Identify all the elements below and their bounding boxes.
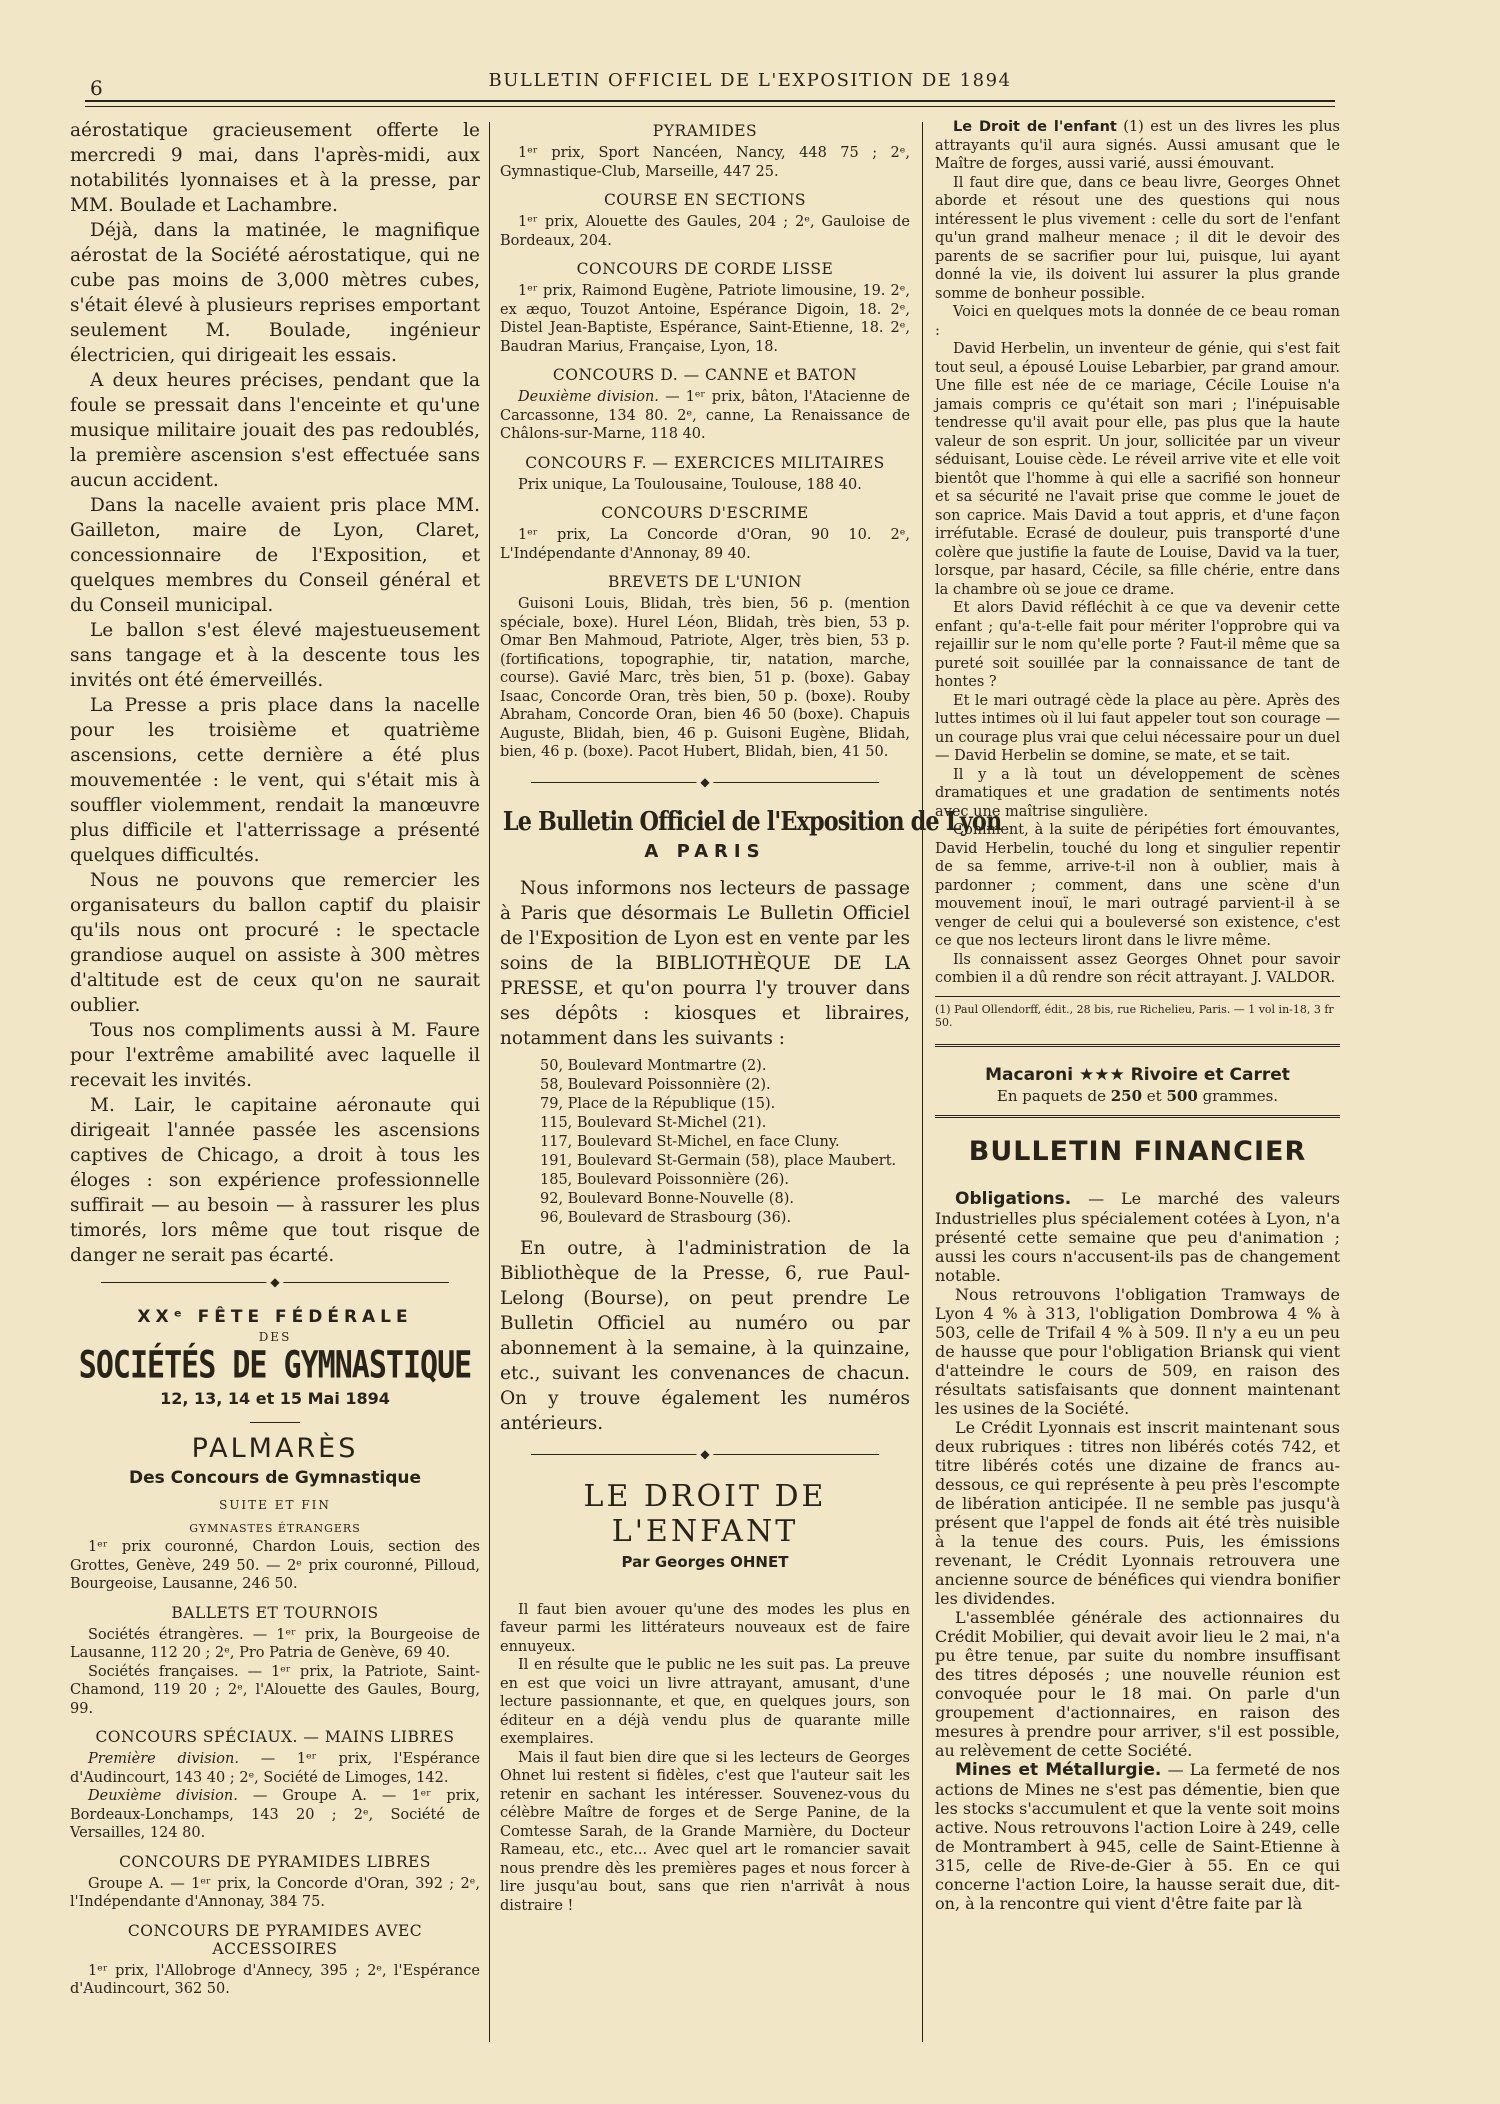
paragraph [935,1189,1340,1285]
diamond-icon: ◆ [266,1275,283,1289]
division-label: Deuxième division. [518,389,659,405]
column-1 [70,118,480,2068]
section-heading: CONCOURS F. — EXERCICES MILITAIRES [525,453,885,472]
results-detail: — 1ᵉʳ prix, l'Espérance d'Audincourt, 143 40 ; 2ᵉ, Société de Limoges, 142. [70,1751,480,1786]
division-label: Première division. [88,1751,239,1767]
section-heading: CONCOURS DE PYRAMIDES LIBRES [119,1852,431,1871]
short-rule [250,1422,300,1423]
paragraph [935,118,1340,174]
paragraph: La Presse a pris place dans la nacelle pour les troisième et quatrième ascensions, cette dernière a été plus mouvementée : le vent, qui s'était mis à souffler violemment, rendait la manœuvre plus difficile et l'atterrissage a présenté quelques difficultés. [70,695,480,866]
address-item: 117, Boulevard St-Michel, en face Cluny. [540,1133,840,1150]
diamond-icon: ◆ [696,1447,713,1461]
results-text: 1ᵉʳ prix, Raimond Eugène, Patriote limousine, 19. 2ᵉ, ex æquo, Touzot Antoine, Espérance Digoin, 18. 2ᵉ, Distel Jean-Baptiste, Espérance, Saint-Etienne, 18. 2ᵉ, Baudran Marius, Française, Lyon, 18. [500,283,910,355]
advert-quantity: 250 [1110,1086,1143,1105]
address-item: 191, Boulevard St-Germain (58), place Maubert. [540,1152,897,1169]
paragraph-lead: Le Droit de l'enfant [953,119,1117,135]
signature: J. VALDOR. [1252,970,1336,986]
ornament-rule [531,774,880,793]
palmares-heading: PALMARÈS [191,1433,359,1464]
section-heading: BREVETS DE L'UNION [607,573,802,591]
divider [935,1115,1340,1118]
advert-subtitle [935,1087,1340,1105]
paragraph [935,1760,1340,1913]
address-item: 79, Place de la République (15). [540,1095,776,1112]
paragraph-text: — La fermeté de nos actions de Mines ne s'est pas démentie, bien que les stocks s'accumulent et que la vente soit moins active. Nous retrouvons l'action Loire à 249, celle de Montrambert à 945, celle de Saint-Etienne à 315, celle de Rive-de-Gier à 55. En ce qui concerne l'action Loire, la hausse serait due, dit-on, à la rencontre qui vient d'être faite par là [935,1759,1340,1913]
section-heading: BALLETS ET TOURNOIS [171,1603,379,1622]
results-detail: — Groupe A. — 1ᵉʳ prix, Bordeaux-Lonchamps, 143 20 ; 2ᵉ, Société de Versailles, 124 80. [70,1788,480,1841]
concours-subheading: Des Concours de Gymnastique [128,1468,422,1488]
results-text: 1ᵉʳ prix, Alouette des Gaules, 204 ; 2ᵉ, Gauloise de Bordeaux, 204. [500,214,910,249]
results-text: 1ᵉʳ prix, l'Allobroge d'Annecy, 395 ; 2ᵉ, l'Espérance d'Audincourt, 362 50. [70,1962,480,1997]
paragraph-text: (1) est un des livres les plus attrayants qu'il aura signés. Aussi amusant que le Maître de forges, aussi varié, aussi émouvant. [935,119,1340,172]
divider [935,1044,1340,1047]
fete-dates: 12, 13, 14 et 15 Mai 1894 [160,1389,390,1408]
section-heading: CONCOURS D'ESCRIME [601,504,809,522]
paragraph: Et le mari outragé cède la place au père. Après des luttes intimes où il lui faut appeler tout son courage — un courage plus vrai que celui nécessaire pour un duel — David Herbelin se domine, se mate, et se tait. [935,692,1340,764]
paragraph: aérostatique gracieusement offerte le mercredi 9 mai, dans l'après-midi, aux notabilités lyonnaises et à la presse, par MM. Boulade et Lachambre. [70,120,480,216]
advert-text: et [1142,1086,1167,1105]
division-label: Deuxième division. [88,1788,238,1804]
section-heading: CONCOURS SPÉCIAUX. — MAINS LIBRES [95,1728,455,1746]
paragraph-lead: Mines et Métallurgie. [955,1759,1162,1780]
bulletin-lyon-title: Le Bulletin Officiel de l'Exposition de Lyon [502,806,1002,837]
paragraph: Nous informons nos lecteurs de passage à Paris que désormais Le Bulletin Officiel de l'Exposition de Lyon est en vente par les soins de la BIBLIOTHÈQUE DE LA PRESSE, et qu'on pourra l'y trouver dans ses dépôts : kiosques et libraires, notamment dans les suivants : [500,877,910,1049]
advert-quantity: 500 [1166,1086,1198,1105]
des-label: DES [258,1330,292,1344]
paragraph: Voici en quelques mots la donnée de ce beau roman : [935,304,1340,339]
paragraph: Tous nos compliments aussi à M. Faure pour l'extrême amabilité avec laquelle il recevait les invités. [70,1020,480,1091]
advert-text: grammes. [1197,1086,1279,1105]
results-text [500,388,910,444]
results-text: Prix unique, La Toulousaine, Toulouse, 188 40. [518,476,862,493]
column-divider [922,122,923,2042]
address-item: 50, Boulevard Montmartre (2). [540,1057,767,1074]
paragraph: Il en résulte que le public ne les suit pas. La preuve en est que voici un livre attrayant, amusant, d'une lecture passionnante, et que, en quelques jours, son éditeur en a déjà vendu plus de quarante mille exemplaires. [500,1657,910,1747]
paragraph: Comment, à la suite de péripéties fort émouvantes, David Herbelin, touché du long et singulier repentir de sa femme, arrive-t-il non à oublier, mais à pardonner ; comment, dans une scène d'un mouvement inouï, le mari outragé parvient-il à se venger de celui qui a bouleversé son existence, c'est ce que nos lecteurs liront dans le livre même. [935,822,1340,949]
address-item: 92, Boulevard Bonne-Nouvelle (8). [540,1190,794,1207]
results-detail: — 1ᵉʳ prix, bâton, l'Atacienne de Carcassonne, 134 80. 2ᵉ, canne, La Renaissance de Châlons-sur-Marne, 118 40. [500,389,910,442]
results-text: Guisoni Louis, Blidah, très bien, 56 p. (mention spéciale, boxe). Hurel Léon, Blidah, très bien, 53 p. Omar Ben Mahmoud, Patriote, Alger, très bien, 53 p. (fortifications, topographie, tir, natation, marche, course). Gavié Marc, très bien, 51 p. (boxe). Gabay Isaac, Concorde Oran, très bien, 50 p. (boxe). Rouby Abraham, Concorde Oran, bien 46 50 (boxe). Chapuis Auguste, Blidah, bien, 46 p. Guisoni Eugène, Blidah, bien, 46 p. (boxe). Pacot Hubert, Blidah, bien, 41 50. [500,596,910,760]
paragraph: Il faut bien avouer qu'une des modes les plus en faveur parmi les littérateurs nouveaux est de faire ennuyeux. [500,1601,910,1655]
paragraph: Il y a là tout un développement de scènes dramatiques et une gradation de sentiments notés avec une maîtrise singulière. [935,766,1340,820]
results-text [70,1787,480,1843]
section-heading: PYRAMIDES [652,122,758,140]
paragraph: Dans la nacelle avaient pris place MM. Gailleton, maire de Lyon, Claret, concessionnaire de l'Exposition, et quelques membres du Conseil général et du Conseil municipal. [70,495,480,616]
results-text: 1ᵉʳ prix couronné, Chardon Louis, section des Grottes, Genève, 249 50. — 2ᵉ prix couronné, Pilloud, Bourgeoise, Lausanne, 246 50. [70,1539,480,1592]
paragraph: Nous ne pouvons que remercier les organisateurs du ballon captif du plaisir qu'ils nous ont procuré : le spectacle grandiose auquel on assiste à 300 mètres d'altitude est de ceux qu'on ne saurait oublier. [70,870,480,1016]
address-item: 185, Boulevard Poissonnière (26). [540,1171,790,1188]
section-title: BULLETIN FINANCIER [968,1135,1307,1167]
column-3 [935,118,1340,2068]
diamond-icon: ◆ [696,775,713,789]
ornament-rule [531,1446,880,1465]
article-title: LE DROIT DE L'ENFANT [583,1478,827,1549]
page-number: 6 [90,76,103,100]
paragraph: Il faut dire que, dans ce beau livre, Georges Ohnet aborde et résout une des questions qui nous intéressent le plus vivement : celle du sort de l'enfant qu'un grand malheur menace ; il dit le devoir des parents de se sacrifier pour lui, puisque, lui ayant donné la vie, ils doivent lui assurer la plus grande somme de bonheur possible. [935,174,1340,302]
results-text: 1ᵉʳ prix, La Concorde d'Oran, 90 10. 2ᵉ, L'Indépendante d'Annonay, 89 40. [500,527,910,562]
paragraph: L'assemblée générale des actionnaires du Crédit Mobilier, qui devait avoir lieu le 2 mai, n'a pu être tenue, par suite du nombre insuffisant des titres déposés ; une nouvelle réunion est convoquée pour le 18 mai. On parle d'un groupement d'actionnaires, en raison des mesures à prendre pour arriver, s'il est possible, au relèvement de cette Société. [935,1607,1340,1760]
paragraph: Nous retrouvons l'obligation Tramways de Lyon 4 % à 313, l'obligation Dombrowa 4 % à 503, celle de Trifail 4 % à 509. Il n'y a eu un peu de hausse que pour l'obligation Briansk qui vient d'atteindre le cours de 509, en raison des résultats satisfaisants que donnent maintenant les usines de la Société. [935,1284,1340,1418]
paragraph: Le Crédit Lyonnais est inscrit maintenant sous deux rubriques : titres non libérés cotés 742, et titre libérés cotés une dizaine de francs au-dessous, ce qui représente à peu près l'escompte de libération anticipée. Il ne semble pas jusqu'à présent que l'appel de fonds ait été très nuisible à la tenue des cours. Puis, les émissions revenant, le Crédit Lyonnais retrouvera une ancienne source de bénéfices qui viendra bonifier les dividendes. [935,1417,1340,1608]
advert-title: Macaroni ★★★ Rivoire et Carret [985,1064,1290,1085]
suite-label: SUITE ET FIN [219,1498,331,1512]
paragraph: Déjà, dans la matinée, le magnifique aérostat de la Société aérostatique, qui ne cube pas moins de 3,000 mètres cubes, s'était élevé à plusieurs reprises emportant seulement M. Boulade, ingénieur électricien, qui dirigeait les essais. [70,220,480,366]
results-text: Groupe A. — 1ᵉʳ prix, la Concorde d'Oran, 392 ; 2ᵉ, l'Indépendante d'Annonay, 384 75. [70,1875,480,1910]
results-text: 1ᵉʳ prix, Sport Nancéen, Nancy, 448 75 ; 2ᵉ, Gymnastique-Club, Marseille, 447 25. [500,145,910,180]
paragraph: Et alors David réfléchit à ce que va devenir cette enfant ; qu'a-t-elle fait pour mériter l'opprobre qui va rejaillir sur le nom qu'elle porte ? Faut-il même que sa pureté soit souillée par la connaissance de tant de hontes ? [935,600,1340,690]
column-divider [489,122,490,2042]
section-heading: CONCOURS DE PYRAMIDES AVEC ACCESSOIRES [127,1921,423,1958]
paragraph-lead: Obligations. [955,1188,1072,1209]
results-text: Sociétés étrangères. — 1ᵉʳ prix, la Bourgeoise de Lausanne, 112 20 ; 2ᵉ, Pro Patria de Genève, 69 40. [70,1626,480,1661]
paragraph: A deux heures précises, pendant que la foule se pressait dans l'enceinte et qu'une musique militaire jouait des pas redoublés, la première ascension s'est effectuée sans aucun accident. [70,370,480,491]
societes-heading: SOCIÉTÉS DE GYMNASTIQUE [78,1343,472,1388]
address-item: 115, Boulevard St-Michel (21). [540,1114,767,1131]
paragraph: Mais il faut bien dire que si les lecteurs de Georges Ohnet lui restent si fidèles, c'est que l'auteur sait les retenir en sachant les intéresser. Souvenez-vous du célèbre Maître de forges et de Serge Panine, de la Comtesse Sarah, de la Grande Marnière, du Docteur Rameau, etc., etc... Avec quel art le romancier savait nous prendre dès les premières pages et nous forcer à lire jusqu'au bout, sans que rien n'arrivât à nous distraire ! [500,1749,910,1914]
section-heading: CONCOURS DE CORDE LISSE [576,260,834,278]
section-heading: COURSE EN SECTIONS [603,191,807,209]
article-byline: Par Georges OHNET [621,1552,789,1571]
paragraph: Le ballon s'est élevé majestueusement sans tangage et à la descente tous les invités ont été émerveillés. [70,620,480,691]
ornament-rule [101,1275,450,1293]
results-text: Sociétés françaises. — 1ᵉʳ prix, la Patriote, Saint-Chamond, 119 20 ; 2ᵉ, l'Alouette des Gaules, Bourg, 99. [70,1663,480,1717]
results-text [70,1750,480,1787]
gymnastes-heading: GYMNASTES ÉTRANGERS [189,1522,361,1535]
footnote: (1) Paul Ollendorff, édit., 28 bis, rue Richelieu, Paris. — 1 vol in-18, 3 fr 50. [935,996,1340,1030]
running-title: BULLETIN OFFICIEL DE L'EXPOSITION DE 1894 [488,70,1012,91]
header-rule-thin [85,106,1335,107]
address-list [540,1057,910,1228]
paragraph-text: Ils connaissent assez Georges Ohnet pour savoir combien il a dû rendre son récit attrayant. [935,951,1340,986]
header-rule [85,100,1335,102]
a-paris-subtitle: A PARIS [644,840,766,862]
column-2 [500,118,1002,2068]
paragraph: David Herbelin, un inventeur de génie, qui s'est fait tout seul, a épousé Louise Lebarbier, par grand amour. Une fille est née de ce mariage, Cécile Louise n'a jamais compris ce qu'était son mari ; l'inépuisable tendresse qu'il avait pour elle, pas plus que la haute valeur de son esprit. Un jour, sollicitée par un viveur séduisant, Louise cède. Le réveil arrive vite et elle voit bientôt que l'homme à qui elle a sacrifié son honneur et sa sécurité ne l'avait prise que comme le jouet de son caprice. Mais David a tout appris, et d'une façon irréfutable. Ecrasé de douleur, puis transporté d'une colère que justifie la faute de Louise, David va la tuer, lorsque, par hasard, Cécile, sa fille chérie, entre dans la chambre où se joue ce drame. [935,341,1340,598]
paragraph: M. Lair, le capitaine aéronaute qui dirigeait l'année passée les ascensions captives de Chicago, a droit à tous les éloges : son expérience professionnelle suffirait — au besoin — à rassurer les plus timorés, lors même que tout risque de danger ne serait pas écarté. [70,1095,480,1266]
paragraph-text: — Le marché des valeurs Industrielles plus spécialement cotées à Lyon, n'a présenté cette semaine que peu d'animation ; aussi les cours n'accusent-ils pas de changement notable. [935,1188,1340,1285]
advert-text: En paquets de [996,1086,1111,1105]
address-item: 58, Boulevard Poissonnière (2). [540,1076,771,1093]
address-item: 96, Boulevard de Strasbourg (36). [540,1209,792,1226]
paragraph: En outre, à l'administration de la Bibliothèque de la Presse, 6, rue Paul-Lelong (Bourse), on peut prendre Le Bulletin Officiel au numéro ou par abonnement à la semaine, à la quinzaine, etc., suivant les convenances de chacun. On y trouve également les numéros antérieurs. [500,1237,910,1434]
paragraph [935,951,1340,988]
section-heading: CONCOURS D. — CANNE et BATON [552,366,858,384]
fete-heading: XXᵉ FÊTE FÉDÉRALE [137,1307,413,1327]
